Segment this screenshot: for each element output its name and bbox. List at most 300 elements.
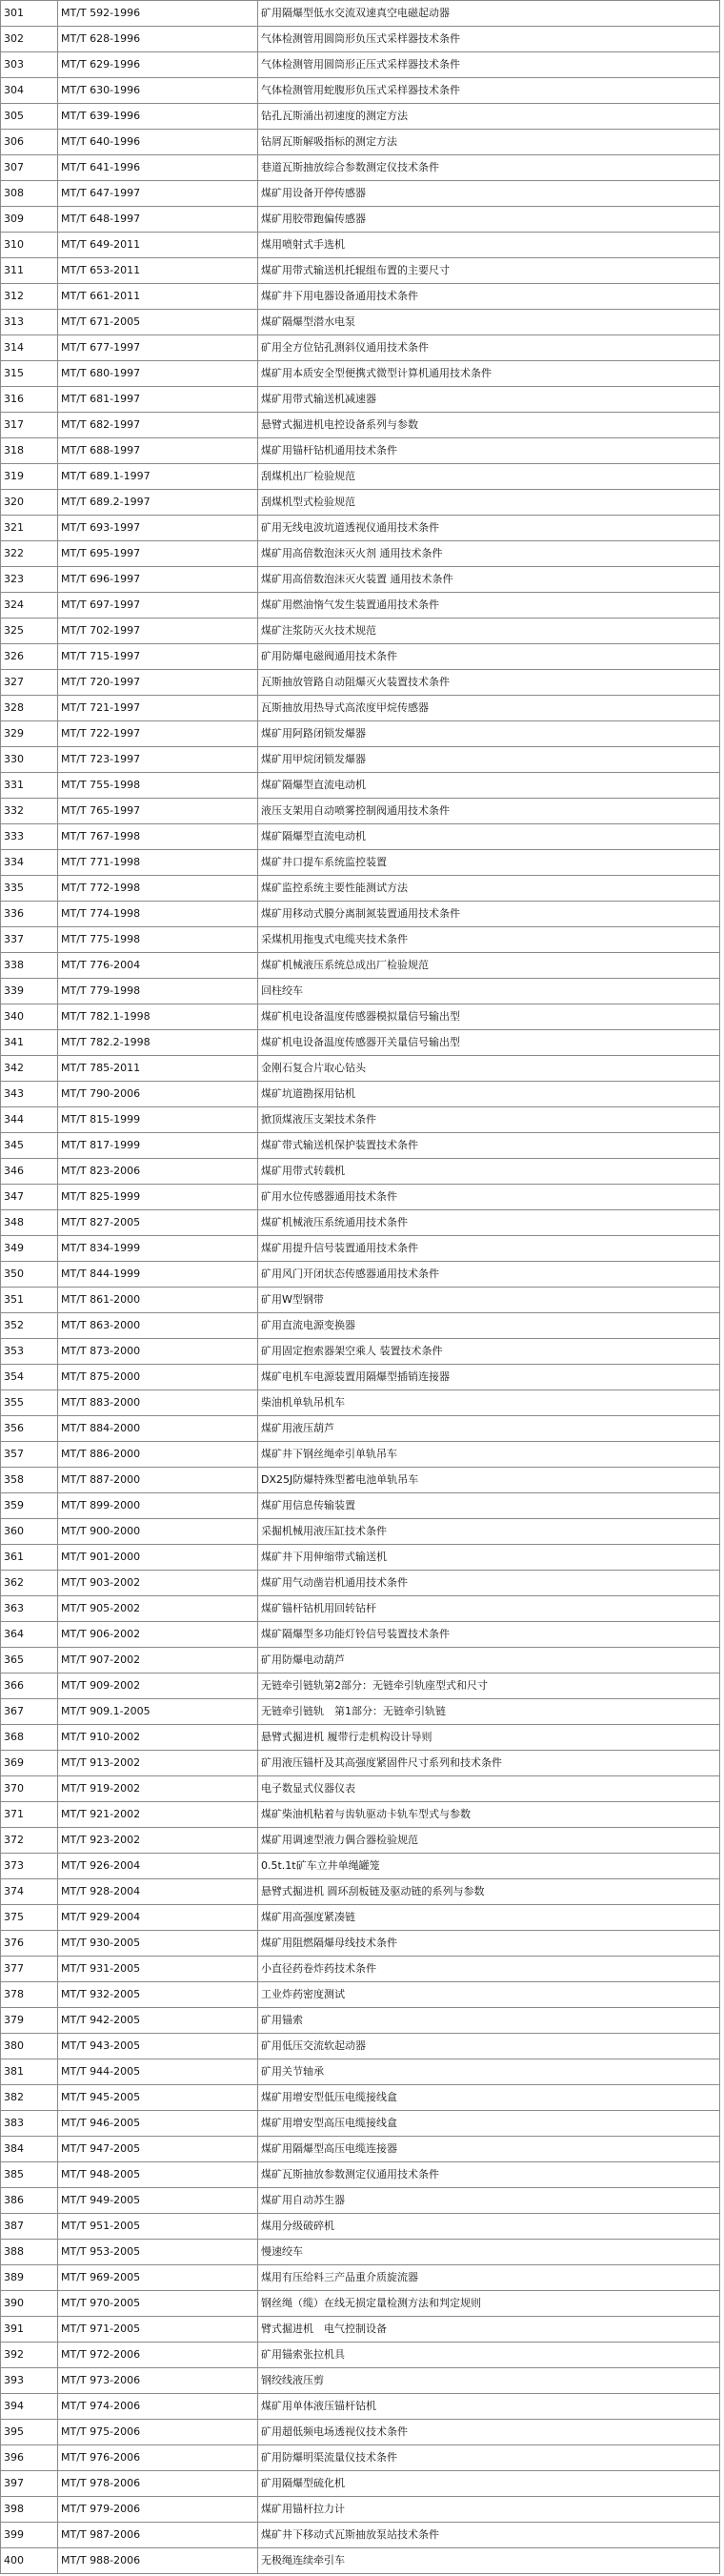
standard-title: 矿用全方位钻孔测斜仪通用技术条件 xyxy=(258,335,720,361)
standard-title: 煤矿用燃油惰气发生装置通用技术条件 xyxy=(258,593,720,619)
standard-code: MT/T 932-2005 xyxy=(58,1982,258,2008)
standard-code: MT/T 910-2002 xyxy=(58,1725,258,1751)
standard-title: 悬臂式掘进机电控设备系列与参数 xyxy=(258,413,720,438)
standard-code: MT/T 702-1997 xyxy=(58,619,258,644)
standard-code: MT/T 906-2002 xyxy=(58,1622,258,1648)
standard-title: 矿用直流电源变换器 xyxy=(258,1313,720,1339)
standard-code: MT/T 948-2005 xyxy=(58,2162,258,2188)
row-number: 380 xyxy=(1,2034,58,2059)
table-row xyxy=(1,2317,720,2343)
standard-title: 采掘机械用液压缸技术条件 xyxy=(258,1519,720,1545)
standard-title: DX25J防爆特殊型蓄电池单轨吊车 xyxy=(258,1468,720,1493)
table-row xyxy=(1,1982,720,2008)
standard-code: MT/T 682-1997 xyxy=(58,413,258,438)
standard-code: MT/T 873-2000 xyxy=(58,1339,258,1365)
standard-code: MT/T 653-2011 xyxy=(58,258,258,284)
row-number: 390 xyxy=(1,2291,58,2317)
standard-title: 0.5t.1t矿车立井单绳罐笼 xyxy=(258,1854,720,1879)
row-number: 375 xyxy=(1,1905,58,1931)
row-number: 360 xyxy=(1,1519,58,1545)
standard-code: MT/T 930-2005 xyxy=(58,1931,258,1957)
standard-code: MT/T 630-1996 xyxy=(58,78,258,104)
row-number: 353 xyxy=(1,1339,58,1365)
row-number: 367 xyxy=(1,1699,58,1725)
table-row xyxy=(1,902,720,927)
row-number: 343 xyxy=(1,1082,58,1107)
row-number: 317 xyxy=(1,413,58,438)
standard-code: MT/T 834-1999 xyxy=(58,1236,258,1262)
standard-code: MT/T 721-1997 xyxy=(58,696,258,721)
table-row xyxy=(1,1262,720,1288)
row-number: 382 xyxy=(1,2085,58,2111)
table-row xyxy=(1,258,720,284)
table-row xyxy=(1,1210,720,1236)
standard-code: MT/T 974-2006 xyxy=(58,2394,258,2420)
standard-code: MT/T 978-2006 xyxy=(58,2471,258,2497)
standard-title: 钢绞线液压剪 xyxy=(258,2368,720,2394)
table-row xyxy=(1,619,720,644)
table-row xyxy=(1,2265,720,2291)
standard-title: 矿用水位传感器通用技术条件 xyxy=(258,1185,720,1210)
table-row xyxy=(1,1082,720,1107)
table-row xyxy=(1,979,720,1004)
table-row xyxy=(1,2111,720,2137)
table-row xyxy=(1,1288,720,1313)
row-number: 342 xyxy=(1,1056,58,1082)
standard-code: MT/T 648-1997 xyxy=(58,207,258,233)
row-number: 374 xyxy=(1,1879,58,1905)
row-number: 339 xyxy=(1,979,58,1004)
row-number: 395 xyxy=(1,2420,58,2445)
standard-title: 煤矿用增安型低压电缆接线盒 xyxy=(258,2085,720,2111)
table-row xyxy=(1,2291,720,2317)
standard-code: MT/T 782.1-1998 xyxy=(58,1004,258,1030)
table-row xyxy=(1,721,720,747)
standard-title: 矿用液压锚杆及其高强度紧固件尺寸系列和技术条件 xyxy=(258,1751,720,1776)
row-number: 354 xyxy=(1,1365,58,1390)
standard-code: MT/T 923-2002 xyxy=(58,1828,258,1854)
row-number: 386 xyxy=(1,2188,58,2214)
row-number: 308 xyxy=(1,181,58,207)
standard-title: 煤矿注浆防灭火技术规范 xyxy=(258,619,720,644)
standard-code: MT/T 689.2-1997 xyxy=(58,490,258,516)
table-row xyxy=(1,181,720,207)
table-row xyxy=(1,464,720,490)
table-row xyxy=(1,1468,720,1493)
table-row xyxy=(1,438,720,464)
standard-code: MT/T 926-2004 xyxy=(58,1854,258,1879)
row-number: 377 xyxy=(1,1957,58,1982)
row-number: 399 xyxy=(1,2523,58,2548)
standard-title: 钻屑瓦斯解吸指标的测定方法 xyxy=(258,130,720,155)
standard-code: MT/T 772-1998 xyxy=(58,876,258,902)
row-number: 396 xyxy=(1,2445,58,2471)
table-row xyxy=(1,2162,720,2188)
row-number: 321 xyxy=(1,516,58,541)
standard-title: 煤矿井口提车系统监控装置 xyxy=(258,850,720,876)
standard-code: MT/T 771-1998 xyxy=(58,850,258,876)
row-number: 381 xyxy=(1,2059,58,2085)
standard-code: MT/T 987-2006 xyxy=(58,2523,258,2548)
standard-code: MT/T 755-1998 xyxy=(58,773,258,799)
table-row xyxy=(1,953,720,979)
standard-title: 钻孔瓦斯涌出初速度的测定方法 xyxy=(258,104,720,130)
table-row xyxy=(1,1905,720,1931)
row-number: 319 xyxy=(1,464,58,490)
table-row xyxy=(1,413,720,438)
table-row xyxy=(1,78,720,104)
standard-code: MT/T 975-2006 xyxy=(58,2420,258,2445)
table-row xyxy=(1,387,720,413)
row-number: 302 xyxy=(1,27,58,52)
table-row xyxy=(1,2445,720,2471)
standard-code: MT/T 790-2006 xyxy=(58,1082,258,1107)
table-row xyxy=(1,1673,720,1699)
table-row xyxy=(1,2343,720,2368)
table-row xyxy=(1,207,720,233)
table-row xyxy=(1,2523,720,2548)
standard-title: 煤矿井下钢丝绳牵引单轨吊车 xyxy=(258,1442,720,1468)
table-row xyxy=(1,1879,720,1905)
standard-code: MT/T 913-2002 xyxy=(58,1751,258,1776)
standard-title: 煤矿用设备开停传感器 xyxy=(258,181,720,207)
row-number: 322 xyxy=(1,541,58,567)
standard-code: MT/T 640-1996 xyxy=(58,130,258,155)
standard-code: MT/T 815-1999 xyxy=(58,1107,258,1133)
standard-title: 煤矿柴油机粘着与齿轨驱动卡轨车型式与参数 xyxy=(258,1802,720,1828)
standard-title: 刮煤机出厂检验规范 xyxy=(258,464,720,490)
table-row xyxy=(1,2085,720,2111)
standard-title: 煤矿用锚杆钻机通用技术条件 xyxy=(258,438,720,464)
row-number: 323 xyxy=(1,567,58,593)
standard-title: 煤用喷射式手选机 xyxy=(258,233,720,258)
table-row xyxy=(1,490,720,516)
table-row xyxy=(1,1159,720,1185)
row-number: 325 xyxy=(1,619,58,644)
standard-title: 矿用防爆电动葫芦 xyxy=(258,1648,720,1673)
standard-title: 煤矿隔爆型多功能灯铃信号装置技术条件 xyxy=(258,1622,720,1648)
standard-title: 煤矿用移动式膜分离制氮装置通用技术条件 xyxy=(258,902,720,927)
standard-code: MT/T 677-1997 xyxy=(58,335,258,361)
standard-code: MT/T 697-1997 xyxy=(58,593,258,619)
standard-title: 液压支架用自动喷雾控制阀通用技术条件 xyxy=(258,799,720,824)
row-number: 366 xyxy=(1,1673,58,1699)
table-row xyxy=(1,284,720,310)
table-row xyxy=(1,1828,720,1854)
table-row xyxy=(1,2008,720,2034)
standard-title: 煤矿用提升信号装置通用技术条件 xyxy=(258,1236,720,1262)
table-row xyxy=(1,1802,720,1828)
standard-code: MT/T 909-2002 xyxy=(58,1673,258,1699)
table-row xyxy=(1,1931,720,1957)
standard-code: MT/T 905-2002 xyxy=(58,1596,258,1622)
standard-title: 矿用锚索 xyxy=(258,2008,720,2034)
standard-title: 煤矿用调速型液力偶合器检验规范 xyxy=(258,1828,720,1854)
standard-title: 煤矿用高倍数泡沫灭火剂 通用技术条件 xyxy=(258,541,720,567)
table-row xyxy=(1,2240,720,2265)
standard-title: 矿用关节轴承 xyxy=(258,2059,720,2085)
standard-title: 小直径药卷炸药技术条件 xyxy=(258,1957,720,1982)
table-row xyxy=(1,1030,720,1056)
row-number: 345 xyxy=(1,1133,58,1159)
standard-title: 煤矿用锚杆拉力计 xyxy=(258,2497,720,2523)
table-row xyxy=(1,1699,720,1725)
standard-title: 煤矿监控系统主要性能测试方法 xyxy=(258,876,720,902)
standards-table-body xyxy=(1,1,720,2574)
row-number: 324 xyxy=(1,593,58,619)
table-row xyxy=(1,2188,720,2214)
standard-code: MT/T 827-2005 xyxy=(58,1210,258,1236)
table-row xyxy=(1,52,720,78)
table-row xyxy=(1,2548,720,2574)
standard-title: 矿用超低频电场透视仪技术条件 xyxy=(258,2420,720,2445)
standard-title: 煤矿带式输送机保护装置技术条件 xyxy=(258,1133,720,1159)
table-row xyxy=(1,361,720,387)
standard-code: MT/T 947-2005 xyxy=(58,2137,258,2162)
row-number: 398 xyxy=(1,2497,58,2523)
row-number: 397 xyxy=(1,2471,58,2497)
standard-code: MT/T 689.1-1997 xyxy=(58,464,258,490)
row-number: 330 xyxy=(1,747,58,773)
row-number: 385 xyxy=(1,2162,58,2188)
standard-title: 煤矿用胶带跑偏传感器 xyxy=(258,207,720,233)
table-row xyxy=(1,2214,720,2240)
standard-code: MT/T 988-2006 xyxy=(58,2548,258,2574)
row-number: 351 xyxy=(1,1288,58,1313)
standard-title: 煤矿瓦斯抽放参数测定仪通用技术条件 xyxy=(258,2162,720,2188)
table-row xyxy=(1,1751,720,1776)
standard-title: 煤矿机电设备温度传感器开关量信号输出型 xyxy=(258,1030,720,1056)
row-number: 355 xyxy=(1,1390,58,1416)
row-number: 387 xyxy=(1,2214,58,2240)
table-row xyxy=(1,2420,720,2445)
standard-title: 无极绳连续牵引车 xyxy=(258,2548,720,2574)
standard-title: 煤矿坑道勘探用钻机 xyxy=(258,1082,720,1107)
row-number: 373 xyxy=(1,1854,58,1879)
row-number: 349 xyxy=(1,1236,58,1262)
standard-title: 金刚石复合片取心钻头 xyxy=(258,1056,720,1082)
standard-code: MT/T 693-1997 xyxy=(58,516,258,541)
standard-code: MT/T 953-2005 xyxy=(58,2240,258,2265)
row-number: 364 xyxy=(1,1622,58,1648)
standard-title: 煤矿隔爆型直流电动机 xyxy=(258,773,720,799)
row-number: 306 xyxy=(1,130,58,155)
row-number: 376 xyxy=(1,1931,58,1957)
standard-code: MT/T 907-2002 xyxy=(58,1648,258,1673)
table-row xyxy=(1,876,720,902)
standard-title: 煤用分级破碎机 xyxy=(258,2214,720,2240)
standard-code: MT/T 884-2000 xyxy=(58,1416,258,1442)
standard-title: 煤矿用气动凿岩机通用技术条件 xyxy=(258,1571,720,1596)
standard-code: MT/T 899-2000 xyxy=(58,1493,258,1519)
row-number: 388 xyxy=(1,2240,58,2265)
standard-title: 煤矿井下用伸缩带式输送机 xyxy=(258,1545,720,1571)
standard-code: MT/T 949-2005 xyxy=(58,2188,258,2214)
row-number: 358 xyxy=(1,1468,58,1493)
standard-title: 煤矿用液压葫芦 xyxy=(258,1416,720,1442)
row-number: 341 xyxy=(1,1030,58,1056)
standard-code: MT/T 823-2006 xyxy=(58,1159,258,1185)
table-row xyxy=(1,850,720,876)
standard-code: MT/T 928-2004 xyxy=(58,1879,258,1905)
row-number: 303 xyxy=(1,52,58,78)
standard-title: 矿用锚索张拉机具 xyxy=(258,2343,720,2368)
row-number: 344 xyxy=(1,1107,58,1133)
standard-code: MT/T 973-2006 xyxy=(58,2368,258,2394)
table-row xyxy=(1,1442,720,1468)
row-number: 335 xyxy=(1,876,58,902)
standard-code: MT/T 887-2000 xyxy=(58,1468,258,1493)
standard-code: MT/T 776-2004 xyxy=(58,953,258,979)
standard-code: MT/T 943-2005 xyxy=(58,2034,258,2059)
row-number: 305 xyxy=(1,104,58,130)
row-number: 307 xyxy=(1,155,58,181)
standard-title: 煤矿锚杆钻机用回转钻杆 xyxy=(258,1596,720,1622)
row-number: 365 xyxy=(1,1648,58,1673)
standard-code: MT/T 875-2000 xyxy=(58,1365,258,1390)
table-row xyxy=(1,516,720,541)
standard-title: 瓦斯抽放用热导式高浓度甲烷传感器 xyxy=(258,696,720,721)
row-number: 327 xyxy=(1,670,58,696)
row-number: 347 xyxy=(1,1185,58,1210)
standard-title: 矿用隔爆型硫化机 xyxy=(258,2471,720,2497)
standard-code: MT/T 976-2006 xyxy=(58,2445,258,2471)
row-number: 304 xyxy=(1,78,58,104)
standard-title: 煤矿用阿路闭锁发爆器 xyxy=(258,721,720,747)
standard-code: MT/T 946-2005 xyxy=(58,2111,258,2137)
row-number: 371 xyxy=(1,1802,58,1828)
table-row xyxy=(1,1133,720,1159)
standard-code: MT/T 715-1997 xyxy=(58,644,258,670)
table-row xyxy=(1,593,720,619)
standard-code: MT/T 695-1997 xyxy=(58,541,258,567)
table-row xyxy=(1,1493,720,1519)
table-row xyxy=(1,1056,720,1082)
standard-code: MT/T 972-2006 xyxy=(58,2343,258,2368)
table-row xyxy=(1,824,720,850)
row-number: 346 xyxy=(1,1159,58,1185)
standard-code: MT/T 661-2011 xyxy=(58,284,258,310)
row-number: 340 xyxy=(1,1004,58,1030)
table-row xyxy=(1,1519,720,1545)
row-number: 333 xyxy=(1,824,58,850)
standard-title: 煤矿用带式输送机托辊组布置的主要尺寸 xyxy=(258,258,720,284)
standard-code: MT/T 921-2002 xyxy=(58,1802,258,1828)
table-row xyxy=(1,310,720,335)
standard-title: 煤矿井下移动式瓦斯抽放泵站技术条件 xyxy=(258,2523,720,2548)
standard-title: 悬臂式掘进机 圆环刮板链及驱动链的系列与参数 xyxy=(258,1879,720,1905)
standard-code: MT/T 969-2005 xyxy=(58,2265,258,2291)
table-row xyxy=(1,1596,720,1622)
row-number: 338 xyxy=(1,953,58,979)
standard-title: 钢丝绳（缆）在线无损定量检测方法和判定规则 xyxy=(258,2291,720,2317)
standard-title: 气体检测管用圆筒形正压式采样器技术条件 xyxy=(258,52,720,78)
standard-code: MT/T 696-1997 xyxy=(58,567,258,593)
standard-title: 煤矿井下用电器设备通用技术条件 xyxy=(258,284,720,310)
table-row xyxy=(1,335,720,361)
table-row xyxy=(1,2394,720,2420)
standard-code: MT/T 861-2000 xyxy=(58,1288,258,1313)
standard-code: MT/T 886-2000 xyxy=(58,1442,258,1468)
standard-title: 采煤机用拖曳式电缆夹技术条件 xyxy=(258,927,720,953)
standard-title: 矿用隔爆型低水交流双速真空电磁起动器 xyxy=(258,1,720,27)
table-row xyxy=(1,927,720,953)
standard-code: MT/T 649-2011 xyxy=(58,233,258,258)
standard-code: MT/T 903-2002 xyxy=(58,1571,258,1596)
standard-title: 煤用有压给料三产品重介质旋流器 xyxy=(258,2265,720,2291)
standard-code: MT/T 629-1996 xyxy=(58,52,258,78)
standard-title: 煤矿机电设备温度传感器模拟量信号输出型 xyxy=(258,1004,720,1030)
standard-code: MT/T 775-1998 xyxy=(58,927,258,953)
table-row xyxy=(1,1648,720,1673)
standard-code: MT/T 639-1996 xyxy=(58,104,258,130)
standard-code: MT/T 900-2000 xyxy=(58,1519,258,1545)
standard-code: MT/T 722-1997 xyxy=(58,721,258,747)
row-number: 312 xyxy=(1,284,58,310)
standard-title: 无链牵引链轨 第1部分：无链牵引轨链 xyxy=(258,1699,720,1725)
row-number: 384 xyxy=(1,2137,58,2162)
table-row xyxy=(1,27,720,52)
standard-code: MT/T 951-2005 xyxy=(58,2214,258,2240)
standard-title: 电子数显式仪器仪表 xyxy=(258,1776,720,1802)
table-row xyxy=(1,567,720,593)
standard-title: 矿用W型钢带 xyxy=(258,1288,720,1313)
standard-code: MT/T 909.1-2005 xyxy=(58,1699,258,1725)
row-number: 310 xyxy=(1,233,58,258)
standard-title: 矿用无线电波坑道透视仪通用技术条件 xyxy=(258,516,720,541)
standard-code: MT/T 901-2000 xyxy=(58,1545,258,1571)
row-number: 370 xyxy=(1,1776,58,1802)
standard-title: 煤矿用隔爆型高压电缆连接器 xyxy=(258,2137,720,2162)
standard-title: 掀顶煤液压支架技术条件 xyxy=(258,1107,720,1133)
standard-title: 煤矿用高倍数泡沫灭火装置 通用技术条件 xyxy=(258,567,720,593)
standard-title: 无链牵引链轨第2部分：无链牵引轨座型式和尺寸 xyxy=(258,1673,720,1699)
table-row xyxy=(1,799,720,824)
standard-code: MT/T 688-1997 xyxy=(58,438,258,464)
standard-code: MT/T 844-1999 xyxy=(58,1262,258,1288)
standard-title: 煤矿用本质安全型便携式微型计算机通用技术条件 xyxy=(258,361,720,387)
standard-title: 臂式掘进机 电气控制设备 xyxy=(258,2317,720,2343)
standard-title: 煤矿用阻燃隔爆母线技术条件 xyxy=(258,1931,720,1957)
standard-title: 煤矿机械液压系统通用技术条件 xyxy=(258,1210,720,1236)
table-row xyxy=(1,2137,720,2162)
standard-code: MT/T 641-1996 xyxy=(58,155,258,181)
row-number: 331 xyxy=(1,773,58,799)
row-number: 362 xyxy=(1,1571,58,1596)
row-number: 394 xyxy=(1,2394,58,2420)
standard-code: MT/T 681-1997 xyxy=(58,387,258,413)
table-row xyxy=(1,1313,720,1339)
standard-title: 矿用风门开闭状态传感器通用技术条件 xyxy=(258,1262,720,1288)
row-number: 348 xyxy=(1,1210,58,1236)
standard-title: 煤矿用带式输送机减速器 xyxy=(258,387,720,413)
row-number: 350 xyxy=(1,1262,58,1288)
standard-code: MT/T 979-2006 xyxy=(58,2497,258,2523)
row-number: 326 xyxy=(1,644,58,670)
row-number: 400 xyxy=(1,2548,58,2574)
table-row xyxy=(1,644,720,670)
table-row xyxy=(1,1854,720,1879)
table-row xyxy=(1,1725,720,1751)
table-row xyxy=(1,696,720,721)
standard-title: 矿用固定抱索器架空乘人 装置技术条件 xyxy=(258,1339,720,1365)
standard-title: 巷道瓦斯抽放综合参数测定仪技术条件 xyxy=(258,155,720,181)
standard-title: 柴油机单轨吊机车 xyxy=(258,1390,720,1416)
standard-code: MT/T 825-1999 xyxy=(58,1185,258,1210)
standard-code: MT/T 929-2004 xyxy=(58,1905,258,1931)
standard-code: MT/T 971-2005 xyxy=(58,2317,258,2343)
row-number: 369 xyxy=(1,1751,58,1776)
